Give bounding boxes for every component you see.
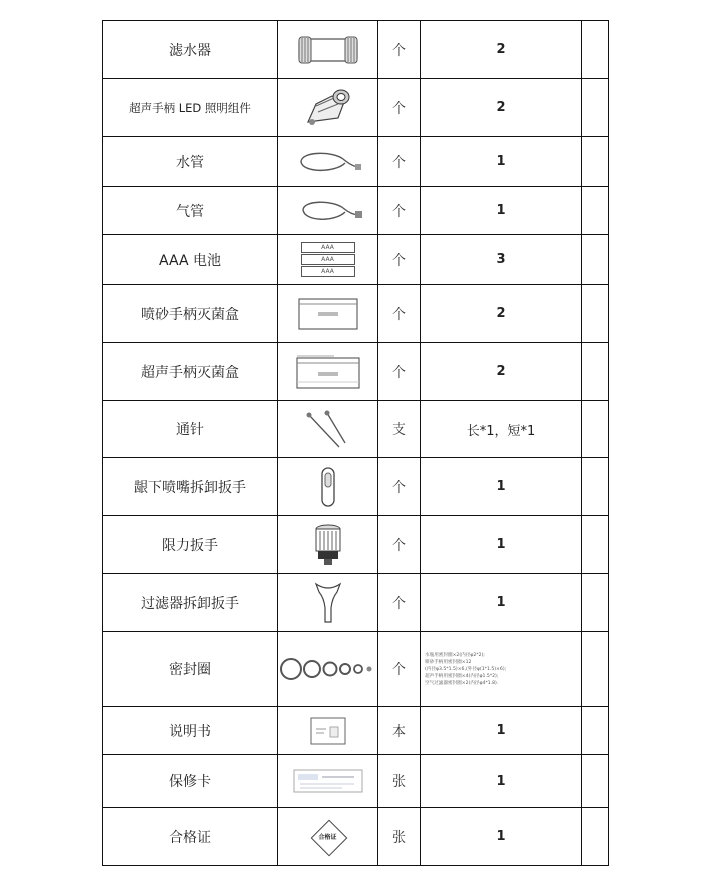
item-unit: 个	[378, 516, 421, 574]
table-row	[103, 808, 609, 866]
item-unit: 个	[378, 458, 421, 516]
table-row	[103, 235, 609, 285]
item-name: 超声手柄 LED 照明组件	[103, 79, 278, 137]
item-quantity: 2	[421, 285, 582, 343]
seal-note: (内径φ3.5*1.5)×6,(外径φ(1*1.5)×6);	[425, 666, 507, 672]
seal-note: 水瓶用密封圈×2(内径φ2*2);	[425, 652, 485, 658]
item-quantity: 1	[421, 137, 582, 187]
item-name: 合格证	[103, 808, 278, 866]
item-quantity: 1	[421, 755, 582, 808]
item-unit: 个	[378, 632, 421, 707]
table-row	[103, 755, 609, 808]
water-filter-icon	[293, 30, 363, 70]
item-quantity: 1	[421, 707, 582, 755]
item-quantity: 1	[421, 187, 582, 235]
table-row	[103, 343, 609, 401]
item-quantity: 长*1，短*1	[421, 401, 582, 458]
item-quantity: 1	[421, 516, 582, 574]
battery-label: AAA	[301, 266, 355, 277]
table-row	[103, 516, 609, 574]
item-name: 喷砂手柄灭菌盒	[103, 285, 278, 343]
item-unit: 个	[378, 343, 421, 401]
item-quantity: 2	[421, 79, 582, 137]
item-name: AAA 电池	[103, 235, 278, 285]
certificate-label: 合格证	[318, 833, 337, 841]
table-row	[103, 21, 609, 79]
item-unit: 个	[378, 235, 421, 285]
seal-note: 空气过滤器密封圈×2(内径φ4*1.8).	[425, 680, 499, 686]
item-unit: 张	[378, 755, 421, 808]
battery-label: AAA	[301, 254, 355, 265]
table-row	[103, 137, 609, 187]
table-row	[103, 458, 609, 516]
water-hose-icon	[293, 147, 363, 177]
cleaning-needle-icon	[303, 407, 353, 451]
certificate-icon	[312, 821, 344, 853]
led-assembly-icon	[298, 84, 358, 132]
item-name: 超声手柄灭菌盒	[103, 343, 278, 401]
item-unit: 个	[378, 285, 421, 343]
battery-icon	[301, 242, 355, 277]
air-hose-icon	[293, 196, 363, 226]
table-row	[103, 574, 609, 632]
table-row	[103, 79, 609, 137]
table-row	[103, 401, 609, 458]
item-unit: 张	[378, 808, 421, 866]
item-quantity: 1	[421, 808, 582, 866]
item-name: 滤水器	[103, 21, 278, 79]
item-name: 气管	[103, 187, 278, 235]
table-row	[103, 285, 609, 343]
item-name: 保修卡	[103, 755, 278, 808]
seal-note: 超声手柄用密封圈×4(内径φ1.5*2);	[425, 673, 499, 679]
parts-list-table	[102, 20, 609, 866]
battery-label: AAA	[301, 242, 355, 253]
filter-wrench-icon	[311, 580, 345, 626]
item-unit: 个	[378, 574, 421, 632]
item-name: 限力扳手	[103, 516, 278, 574]
sterilization-box-icon	[296, 295, 360, 333]
manual-icon	[308, 715, 348, 747]
seal-note: 喷砂手柄用密封圈×12	[425, 659, 472, 665]
torque-wrench-icon	[308, 522, 348, 568]
seal-rings-icon	[279, 654, 377, 684]
item-unit: 个	[378, 21, 421, 79]
item-quantity: 2	[421, 21, 582, 79]
item-name: 通针	[103, 401, 278, 458]
item-unit: 个	[378, 79, 421, 137]
item-name: 密封圈	[103, 632, 278, 707]
item-unit: 支	[378, 401, 421, 458]
item-name: 说明书	[103, 707, 278, 755]
sterilization-box-icon	[294, 352, 362, 392]
item-unit: 个	[378, 137, 421, 187]
item-quantity: 3	[421, 235, 582, 285]
item-name: 龈下喷嘴拆卸扳手	[103, 458, 278, 516]
item-quantity: 1	[421, 458, 582, 516]
item-name: 水管	[103, 137, 278, 187]
item-unit: 个	[378, 187, 421, 235]
table-row	[103, 187, 609, 235]
table-row	[103, 707, 609, 755]
seal-ring-notes	[421, 632, 582, 707]
nozzle-wrench-icon	[313, 465, 343, 509]
table-row	[103, 632, 609, 707]
item-name: 过滤器拆卸扳手	[103, 574, 278, 632]
item-quantity: 2	[421, 343, 582, 401]
item-unit: 本	[378, 707, 421, 755]
warranty-card-icon	[292, 766, 364, 796]
item-quantity: 1	[421, 574, 582, 632]
